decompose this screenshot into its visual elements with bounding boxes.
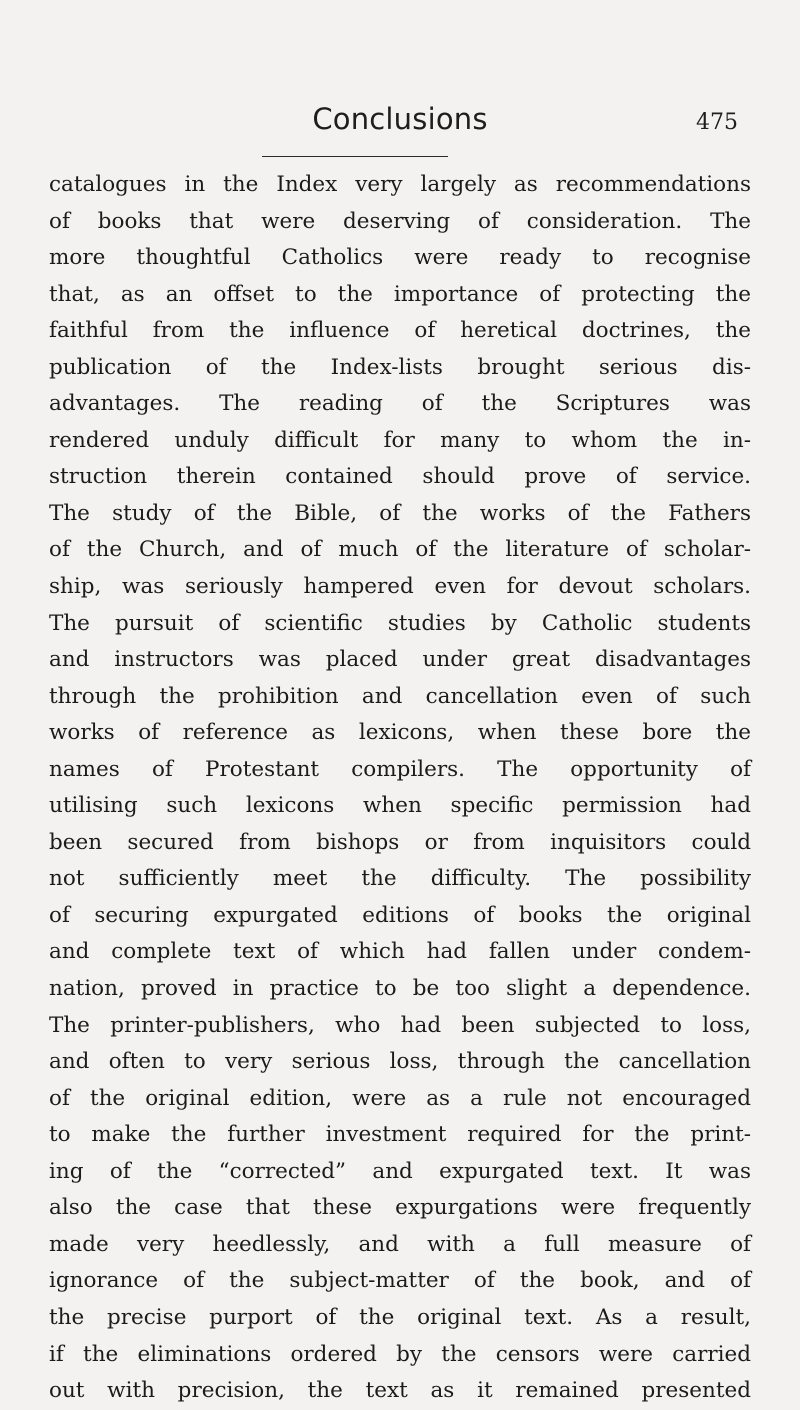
- text-line: also the case that these expurgations were frequently: [49, 1195, 751, 1221]
- page-header: [0, 102, 800, 142]
- text-line: and instructors was placed under great disadvantages: [49, 647, 751, 673]
- running-title: Conclusions: [312, 102, 488, 136]
- text-line: works of reference as lexicons, when these bore the: [49, 720, 751, 746]
- text-line: catalogues in the Index very largely as recommendations: [49, 172, 751, 197]
- text-line: ignorance of the subject-matter of the book, and of: [49, 1268, 751, 1294]
- text-line: names of Protestant compilers. The opportunity of: [49, 756, 751, 782]
- text-line: ship, was seriously hampered even for devout scholars.: [49, 574, 751, 600]
- body-text: [49, 167, 751, 1410]
- page-number: 475: [696, 110, 738, 135]
- text-line: of books that were deserving of consideration. The: [49, 208, 751, 234]
- header-rule: [262, 156, 448, 157]
- text-line: that, as an offset to the importance of protecting the: [49, 281, 751, 307]
- text-line: faithful from the influence of heretical doctrines, the: [49, 318, 751, 344]
- text-line: of securing expurgated editions of books the original: [49, 902, 751, 928]
- text-line: utilising such lexicons when specific permission had: [49, 793, 751, 819]
- text-line: made very heedlessly, and with a full measure of: [49, 1231, 751, 1257]
- text-line: of the original edition, were as a rule not encouraged: [49, 1085, 751, 1111]
- text-line: The printer-publishers, who had been subjected to loss,: [49, 1012, 751, 1038]
- text-line: nation, proved in practice to be too slight a dependence.: [49, 976, 751, 1002]
- text-line: through the prohibition and cancellation even of such: [49, 683, 751, 709]
- text-line: not sufficiently meet the difficulty. The possibility: [49, 866, 751, 892]
- text-line: and complete text of which had fallen under condem-: [49, 939, 751, 965]
- text-line: The pursuit of scientific studies by Catholic students: [49, 610, 751, 636]
- text-line: more thoughtful Catholics were ready to recognise: [49, 245, 751, 271]
- text-line: ing of the “corrected” and expurgated text. It was: [49, 1158, 751, 1184]
- text-line: the precise purport of the original text. As a result,: [49, 1304, 751, 1330]
- text-line: been secured from bishops or from inquisitors could: [49, 829, 751, 855]
- text-line: out with precision, the text as it remained presented: [49, 1378, 751, 1404]
- text-line: and often to very serious loss, through the cancellation: [49, 1049, 751, 1075]
- text-line: to make the further investment required for the print-: [49, 1122, 751, 1148]
- text-line: The study of the Bible, of the works of the Fathers: [49, 500, 751, 526]
- text-line: advantages. The reading of the Scriptures was: [49, 391, 751, 417]
- text-line: of the Church, and of much of the literature of scholar-: [49, 537, 751, 563]
- text-line: struction therein contained should prove of service.: [49, 464, 751, 490]
- text-line: if the eliminations ordered by the censors were carried: [49, 1341, 751, 1367]
- text-line: rendered unduly difficult for many to whom the in-: [49, 427, 751, 453]
- text-line: publication of the Index-lists brought serious dis-: [49, 354, 751, 380]
